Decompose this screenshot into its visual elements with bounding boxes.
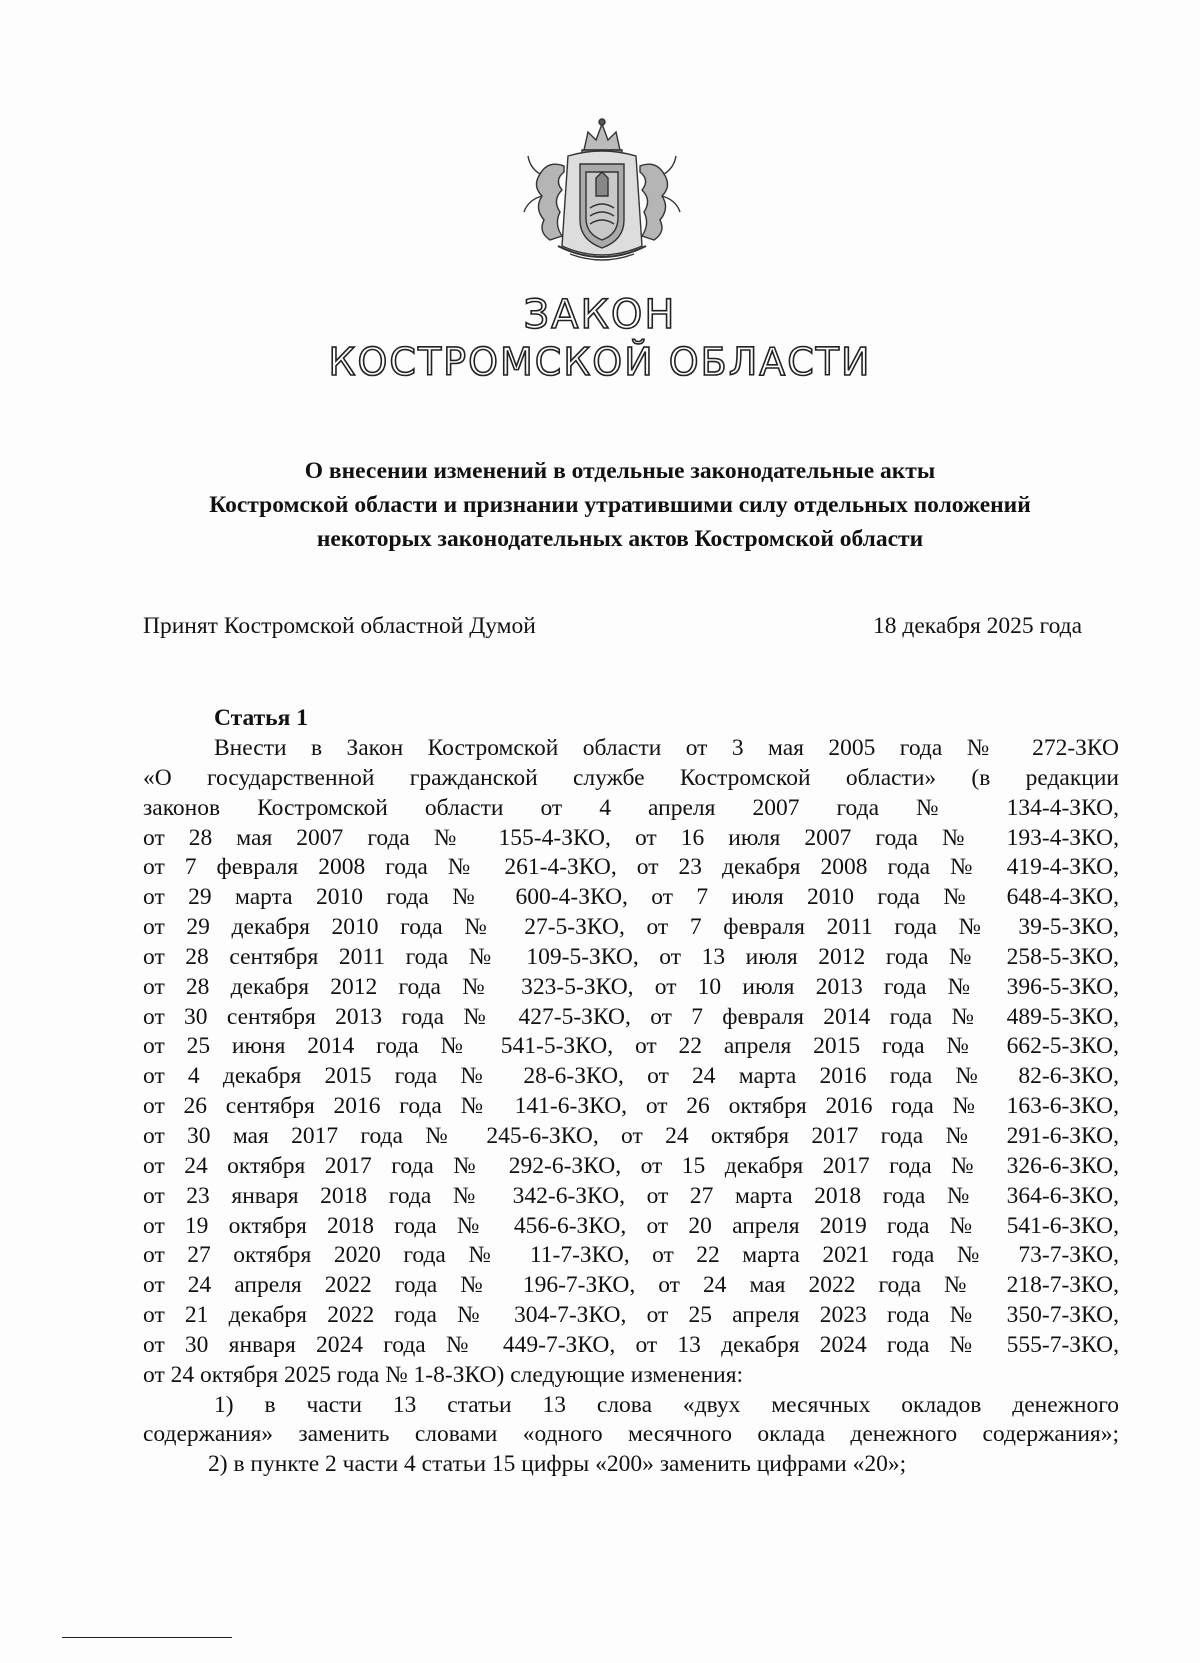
adoption-date: 18 декабря 2025 года — [873, 613, 1083, 639]
text-line: от 24 октября 2017 года № 292-6-ЗКО, от 15 декабря 2017 года № 326-6-ЗКО, — [143, 1152, 1119, 1179]
heading-line: О внесении изменений в отдельные законодательные акты — [304, 458, 936, 484]
text-line: от 28 мая 2007 года № 155-4-ЗКО, от 16 июля 2007 года № 193-4-ЗКО, — [143, 824, 1119, 851]
text-line: «О государственной гражданской службе Костромской области» (в редакции — [143, 764, 1119, 791]
document-heading — [130, 454, 1110, 556]
text-line: от 26 сентября 2016 года № 141-6-ЗКО, от 26 октября 2016 года № 163-6-ЗКО, — [143, 1093, 1119, 1120]
region-title: КОСТРОМСКОЙ ОБЛАСТИ — [328, 340, 872, 384]
heading-line: Костромской области и признании утратившими силу отдельных положений — [209, 492, 1031, 518]
law-title: ЗАКОН — [523, 292, 677, 338]
text-line: от 24 апреля 2022 года № 196-7-ЗКО, от 24 мая 2022 года № 218-7-ЗКО, — [143, 1272, 1119, 1299]
text-line: от 28 декабря 2012 года № 323-5-ЗКО, от 10 июля 2013 года № 396-5-ЗКО, — [143, 973, 1119, 1000]
text-line: от 23 января 2018 года № 342-6-ЗКО, от 27 марта 2018 года № 364-6-ЗКО, — [143, 1182, 1119, 1209]
text-line: от 30 мая 2017 года № 245-6-ЗКО, от 24 октября 2017 года № 291-6-ЗКО, — [143, 1122, 1119, 1149]
text-line: от 27 октября 2020 года № 11-7-ЗКО, от 22 марта 2021 года № 73-7-ЗКО, — [143, 1242, 1119, 1269]
text-line: от 30 сентября 2013 года № 427-5-ЗКО, от 7 февраля 2014 года № 489-5-ЗКО, — [143, 1003, 1119, 1030]
text-line: от 30 января 2024 года № 449-7-ЗКО, от 13 декабря 2024 года № 555-7-ЗКО, — [143, 1331, 1119, 1358]
list-item-2-line: 2) в пункте 2 части 4 статьи 15 цифры «200» заменить цифрами «20»; — [208, 1451, 907, 1478]
footnote-divider — [62, 1637, 232, 1638]
text-line: от 29 декабря 2010 года № 27-5-ЗКО, от 7 февраля 2011 года № 39-5-ЗКО, — [143, 914, 1119, 941]
text-line: от 21 декабря 2022 года № 304-7-ЗКО, от 25 апреля 2023 года № 350-7-ЗКО, — [143, 1302, 1119, 1329]
text-line: от 24 октября 2025 года № 1-8-ЗКО) следующие изменения: — [143, 1361, 744, 1388]
list-item-1-line: 1) в части 13 статьи 13 слова «двух месячных окладов денежного — [214, 1391, 1119, 1418]
article-title: Статья 1 — [214, 705, 308, 731]
list-item-1-line: содержания» заменить словами «одного месячного оклада денежного содержания»; — [143, 1421, 1119, 1448]
coat-of-arms-icon — [518, 116, 686, 268]
text-line: от 29 марта 2010 года № 600-4-ЗКО, от 7 июля 2010 года № 648-4-ЗКО, — [143, 884, 1119, 911]
text-line: от 4 декабря 2015 года № 28-6-ЗКО, от 24 марта 2016 года № 82-6-ЗКО, — [143, 1063, 1119, 1090]
article-body — [143, 734, 1119, 1480]
text-line: законов Костромской области от 4 апреля 2007 года № 134-4-ЗКО, — [143, 794, 1119, 821]
text-line: от 7 февраля 2008 года № 261-4-ЗКО, от 23 декабря 2008 года № 419-4-ЗКО, — [143, 854, 1119, 881]
text-line: от 19 октября 2018 года № 456-6-ЗКО, от 20 апреля 2019 года № 541-6-ЗКО, — [143, 1212, 1119, 1239]
adopted-by: Принят Костромской областной Думой — [143, 613, 536, 639]
text-line: Внести в Закон Костромской области от 3 мая 2005 года № 272-ЗКО — [214, 735, 1119, 761]
text-line: от 28 сентября 2011 года № 109-5-ЗКО, от 13 июля 2012 года № 258-5-ЗКО, — [143, 943, 1119, 970]
heading-line: некоторых законодательных актов Костромской области — [316, 526, 924, 552]
text-line: от 25 июня 2014 года № 541-5-ЗКО, от 22 апреля 2015 года № 662-5-ЗКО, — [143, 1033, 1119, 1060]
